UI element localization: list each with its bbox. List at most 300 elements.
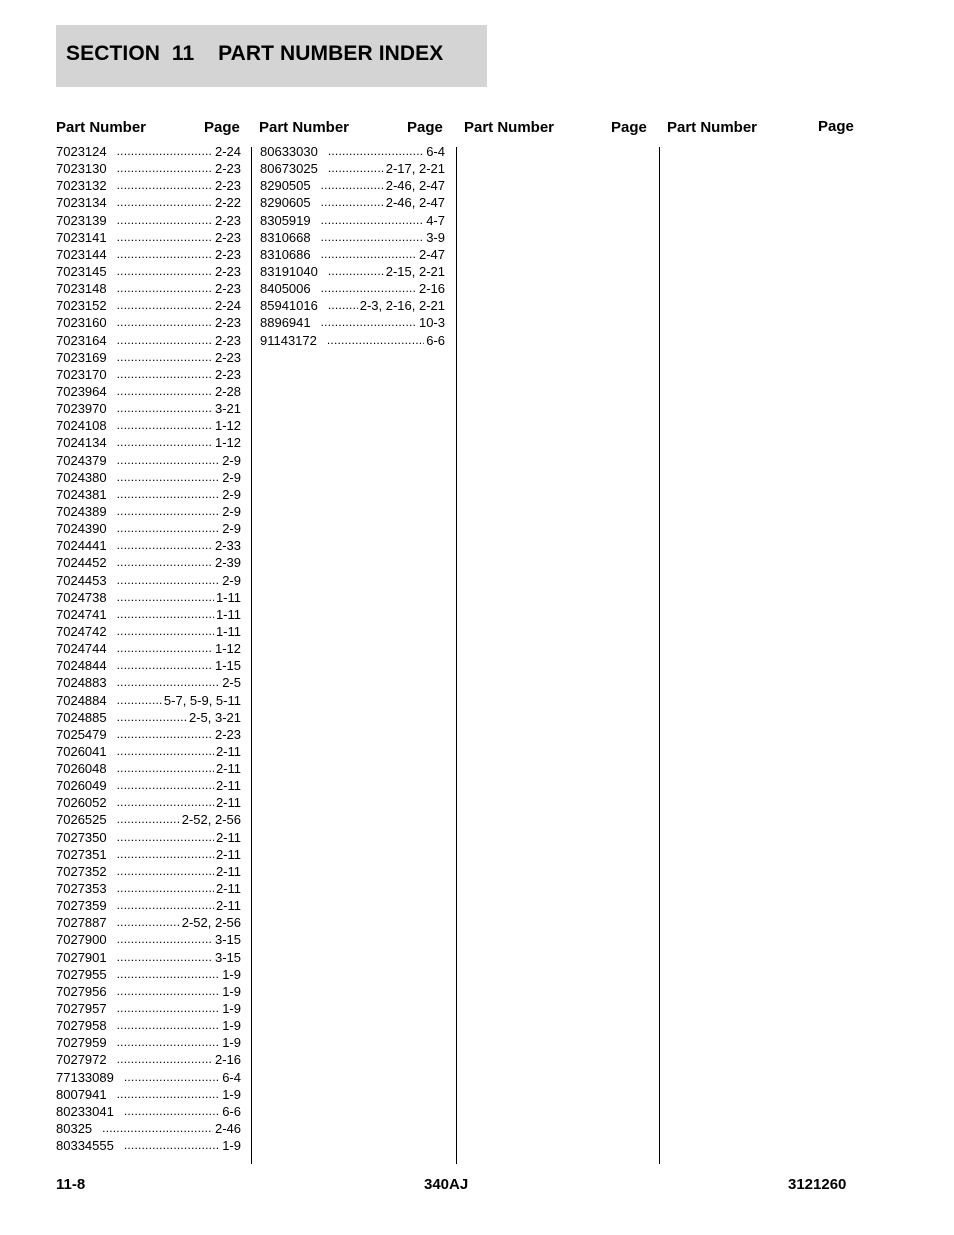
dot-leader <box>117 1086 221 1103</box>
part-number: 7027972 <box>56 1052 107 1068</box>
index-entry <box>260 160 445 177</box>
dot-leader <box>117 554 213 571</box>
page-reference: 2-33 <box>214 538 241 554</box>
part-number: 7024441 <box>56 538 107 554</box>
part-number: 7024883 <box>56 675 107 691</box>
index-entry <box>56 332 241 349</box>
page-reference: 6-6 <box>426 332 445 348</box>
dot-leader <box>117 777 214 794</box>
dot-leader <box>117 194 213 211</box>
dot-leader <box>117 589 214 606</box>
page-reference: 5-7, 5-9, 5-11 <box>163 692 241 708</box>
index-entry <box>56 1069 241 1086</box>
part-number: 7023970 <box>56 401 107 417</box>
dot-leader <box>117 846 214 863</box>
index-entry <box>56 246 241 263</box>
dot-leader <box>117 657 213 674</box>
index-entry <box>56 554 241 571</box>
dot-leader <box>117 366 213 383</box>
dot-leader <box>117 623 214 640</box>
page-reference: 2-11 <box>215 795 241 811</box>
page-reference: 1-9 <box>222 1138 241 1154</box>
dot-leader <box>102 1120 213 1137</box>
page-reference: 2-39 <box>214 555 241 571</box>
dot-leader <box>117 692 162 709</box>
col2-page-header: Page <box>407 119 443 136</box>
dot-leader <box>117 143 213 160</box>
index-entry <box>56 657 241 674</box>
part-number: 7024380 <box>56 469 107 485</box>
page-reference: 4-7 <box>426 212 445 228</box>
index-entry <box>56 1103 241 1120</box>
part-number: 7024885 <box>56 709 107 725</box>
col4-page-header: Page <box>818 118 854 135</box>
dot-leader <box>117 537 213 554</box>
page-reference: 1-11 <box>215 623 241 639</box>
part-number: 7023964 <box>56 383 107 399</box>
index-column-2 <box>260 143 445 349</box>
page-reference: 1-12 <box>214 435 241 451</box>
dot-leader <box>117 417 213 434</box>
part-number: 7024453 <box>56 572 107 588</box>
index-entry <box>56 383 241 400</box>
dot-leader <box>117 297 213 314</box>
part-number: 7024389 <box>56 503 107 519</box>
dot-leader <box>117 1000 221 1017</box>
index-entry <box>56 160 241 177</box>
dot-leader <box>117 1034 221 1051</box>
part-number: 7027350 <box>56 829 107 845</box>
index-entry <box>56 760 241 777</box>
index-entry <box>56 897 241 914</box>
dot-leader <box>117 349 213 366</box>
column-divider <box>456 147 457 1164</box>
dot-leader <box>117 486 221 503</box>
dot-leader <box>117 177 213 194</box>
dot-leader <box>124 1069 220 1086</box>
page-reference: 2-11 <box>215 898 241 914</box>
index-entry <box>56 417 241 434</box>
section-number: SECTION 11 <box>66 42 195 65</box>
part-number: 7023169 <box>56 349 107 365</box>
page-reference: 2-24 <box>214 298 241 314</box>
page-reference: 1-9 <box>222 1035 241 1051</box>
index-column-1 <box>56 143 241 1154</box>
dot-leader <box>117 743 214 760</box>
dot-leader <box>117 606 214 623</box>
dot-leader <box>328 160 384 177</box>
page-reference: 2-24 <box>214 144 241 159</box>
part-number: 7027887 <box>56 915 107 931</box>
dot-leader <box>117 263 213 280</box>
page-reference: 2-3, 2-16, 2-21 <box>359 298 445 314</box>
page-reference: 2-28 <box>214 383 241 399</box>
index-entry <box>260 143 445 160</box>
dot-leader <box>117 469 221 486</box>
part-number: 7023132 <box>56 178 107 194</box>
page-reference: 1-9 <box>222 1086 241 1102</box>
dot-leader <box>328 143 424 160</box>
part-number: 8310668 <box>260 229 311 245</box>
page-reference: 2-22 <box>214 195 241 211</box>
dot-leader <box>117 811 180 828</box>
page-reference: 6-4 <box>426 144 445 159</box>
dot-leader <box>117 332 213 349</box>
index-entry <box>56 726 241 743</box>
page-reference: 2-23 <box>214 178 241 194</box>
col1-part-number-header: Part Number <box>56 119 147 136</box>
dot-leader <box>117 212 213 229</box>
dot-leader <box>117 983 221 1000</box>
dot-leader <box>117 966 221 983</box>
dot-leader <box>321 212 425 229</box>
section-name: PART NUMBER INDEX <box>218 42 444 65</box>
part-number: 7027901 <box>56 949 107 965</box>
page-reference: 2-23 <box>214 366 241 382</box>
page-reference: 2-5, 3-21 <box>188 709 241 725</box>
index-entry <box>56 606 241 623</box>
column-divider <box>659 147 660 1164</box>
page-reference: 2-9 <box>222 452 241 468</box>
page-reference: 2-23 <box>214 332 241 348</box>
col3-page-header: Page <box>611 119 647 136</box>
index-entry <box>56 640 241 657</box>
dot-leader <box>117 520 221 537</box>
page-reference: 2-23 <box>214 263 241 279</box>
part-number: 7024381 <box>56 486 107 502</box>
page-reference: 2-11 <box>215 846 241 862</box>
part-number: 7027353 <box>56 881 107 897</box>
dot-leader <box>328 297 358 314</box>
part-number: 7024134 <box>56 435 107 451</box>
part-number: 77133089 <box>56 1069 114 1085</box>
part-number: 7024844 <box>56 658 107 674</box>
index-entry <box>56 692 241 709</box>
part-number: 80325 <box>56 1121 93 1137</box>
index-entry <box>260 263 445 280</box>
index-entry <box>56 949 241 966</box>
page-reference: 1-9 <box>222 983 241 999</box>
page-reference: 2-23 <box>214 315 241 331</box>
page-reference: 3-15 <box>214 932 241 948</box>
index-entry <box>56 589 241 606</box>
page-reference: 2-17, 2-21 <box>385 161 445 177</box>
part-number: 7027956 <box>56 983 107 999</box>
page-reference: 1-11 <box>215 589 241 605</box>
page-reference: 1-9 <box>222 1018 241 1034</box>
page-reference: 2-23 <box>214 281 241 297</box>
index-entry <box>56 846 241 863</box>
page-reference: 1-12 <box>214 641 241 657</box>
part-number: 7023160 <box>56 315 107 331</box>
index-entry <box>260 177 445 194</box>
part-number: 7027351 <box>56 846 107 862</box>
page-reference: 2-23 <box>214 726 241 742</box>
part-number: 7024741 <box>56 606 107 622</box>
part-number: 8305919 <box>260 212 311 228</box>
dot-leader <box>117 829 214 846</box>
dot-leader <box>117 314 213 331</box>
part-number: 7027959 <box>56 1035 107 1051</box>
index-entry <box>56 572 241 589</box>
index-entry <box>56 194 241 211</box>
page-reference: 6-4 <box>222 1069 241 1085</box>
dot-leader <box>117 434 213 451</box>
part-number: 91143172 <box>260 332 317 348</box>
part-number: 80334555 <box>56 1138 114 1154</box>
page-reference: 1-15 <box>214 658 241 674</box>
dot-leader <box>117 1017 221 1034</box>
dot-leader <box>321 229 425 246</box>
dot-leader <box>117 880 214 897</box>
part-number: 7023164 <box>56 332 107 348</box>
part-number: 7023152 <box>56 298 107 314</box>
page-reference: 2-16 <box>418 281 445 297</box>
part-number: 80633030 <box>260 144 318 159</box>
dot-leader <box>117 400 213 417</box>
dot-leader <box>321 280 417 297</box>
dot-leader <box>117 383 213 400</box>
index-entry <box>56 709 241 726</box>
dot-leader <box>321 314 417 331</box>
page-reference: 2-16 <box>214 1052 241 1068</box>
page-reference: 10-3 <box>418 315 445 331</box>
page-reference: 2-15, 2-21 <box>385 263 445 279</box>
page-reference: 3-9 <box>426 229 445 245</box>
index-entry <box>56 366 241 383</box>
page-reference: 2-23 <box>214 349 241 365</box>
part-number: 7024742 <box>56 623 107 639</box>
col4-part-number-header: Part Number <box>667 119 758 136</box>
dot-leader <box>321 246 417 263</box>
index-entry <box>56 674 241 691</box>
index-entry <box>56 931 241 948</box>
part-number: 8896941 <box>260 315 311 331</box>
part-number: 7024108 <box>56 418 107 434</box>
index-entry <box>56 314 241 331</box>
part-number: 7023144 <box>56 246 107 262</box>
index-entry <box>260 194 445 211</box>
dot-leader <box>117 794 214 811</box>
part-number: 83191040 <box>260 263 318 279</box>
index-entry <box>56 263 241 280</box>
part-number: 7027955 <box>56 966 107 982</box>
dot-leader <box>327 332 424 349</box>
part-number: 7023124 <box>56 144 107 159</box>
page-reference: 2-11 <box>215 863 241 879</box>
col3-part-number-header: Part Number <box>464 119 555 136</box>
dot-leader <box>117 160 213 177</box>
part-number: 7023148 <box>56 281 107 297</box>
index-entry <box>56 1086 241 1103</box>
section-title-banner <box>56 25 487 87</box>
part-number: 8007941 <box>56 1086 107 1102</box>
index-entry <box>56 863 241 880</box>
col1-page-header: Page <box>204 119 240 136</box>
index-entry <box>56 829 241 846</box>
index-entry <box>56 280 241 297</box>
part-number: 7023141 <box>56 229 107 245</box>
index-entry <box>260 246 445 263</box>
part-number: 8405006 <box>260 281 311 297</box>
col2-part-number-header: Part Number <box>259 119 350 136</box>
dot-leader <box>117 914 180 931</box>
part-number: 80233041 <box>56 1103 114 1119</box>
page-reference: 2-11 <box>215 829 241 845</box>
part-number: 7023130 <box>56 161 107 177</box>
index-entry <box>56 966 241 983</box>
part-number: 7027359 <box>56 898 107 914</box>
part-number: 7026041 <box>56 743 107 759</box>
part-number: 7024390 <box>56 521 107 537</box>
part-number: 7025479 <box>56 726 107 742</box>
dot-leader <box>117 246 213 263</box>
page-reference: 2-46, 2-47 <box>385 195 445 211</box>
part-number: 7023170 <box>56 366 107 382</box>
index-entry <box>56 469 241 486</box>
page-reference: 2-11 <box>215 778 241 794</box>
dot-leader <box>117 452 221 469</box>
page-reference: 2-23 <box>214 161 241 177</box>
part-number: 7026525 <box>56 812 107 828</box>
index-entry <box>260 314 445 331</box>
part-number: 80673025 <box>260 161 318 177</box>
index-entry <box>56 212 241 229</box>
page-reference: 2-52, 2-56 <box>181 915 241 931</box>
index-entry <box>56 537 241 554</box>
page-reference: 2-9 <box>222 503 241 519</box>
part-number: 7024744 <box>56 641 107 657</box>
index-entry <box>56 349 241 366</box>
dot-leader <box>117 674 221 691</box>
index-entry <box>56 1034 241 1051</box>
index-entry <box>56 143 241 160</box>
page-reference: 2-11 <box>215 761 241 777</box>
page-reference: 1-11 <box>215 606 241 622</box>
page-reference: 2-9 <box>222 469 241 485</box>
page-reference: 1-12 <box>214 418 241 434</box>
index-entry <box>56 623 241 640</box>
index-entry <box>56 777 241 794</box>
dot-leader <box>117 503 221 520</box>
index-entry <box>56 177 241 194</box>
page-reference: 2-52, 2-56 <box>181 812 241 828</box>
dot-leader <box>117 726 213 743</box>
index-entry <box>56 914 241 931</box>
dot-leader <box>124 1103 220 1120</box>
dot-leader <box>117 572 221 589</box>
section-title <box>66 42 443 66</box>
part-number: 7024884 <box>56 692 107 708</box>
column-divider <box>251 147 252 1164</box>
part-number: 7027352 <box>56 863 107 879</box>
part-number: 8290505 <box>260 178 311 194</box>
page-reference: 6-6 <box>222 1103 241 1119</box>
footer-doc-number: 3121260 <box>788 1176 847 1193</box>
part-number: 7026048 <box>56 761 107 777</box>
dot-leader <box>117 229 213 246</box>
dot-leader <box>321 194 384 211</box>
part-number: 8310686 <box>260 246 311 262</box>
index-entry <box>260 280 445 297</box>
index-entry <box>56 743 241 760</box>
dot-leader <box>328 263 384 280</box>
part-number: 7024379 <box>56 452 107 468</box>
index-entry <box>56 794 241 811</box>
part-number: 7027900 <box>56 932 107 948</box>
index-entry <box>56 297 241 314</box>
index-entry <box>56 1137 241 1154</box>
part-number: 7024738 <box>56 589 107 605</box>
index-entry <box>56 229 241 246</box>
page-reference: 1-9 <box>222 966 241 982</box>
dot-leader <box>117 863 214 880</box>
index-entry <box>56 486 241 503</box>
page-reference: 2-9 <box>222 521 241 537</box>
page-reference: 2-5 <box>222 675 241 691</box>
page-reference: 2-23 <box>214 212 241 228</box>
dot-leader <box>321 177 384 194</box>
part-number: 85941016 <box>260 298 318 314</box>
dot-leader <box>124 1137 220 1154</box>
index-entry <box>56 434 241 451</box>
part-number: 7023134 <box>56 195 107 211</box>
part-number: 7026052 <box>56 795 107 811</box>
page-reference: 2-46, 2-47 <box>385 178 445 194</box>
page-reference: 3-21 <box>214 401 241 417</box>
part-number: 7026049 <box>56 778 107 794</box>
index-entry <box>56 1120 241 1137</box>
footer-page-number: 11-8 <box>56 1176 86 1193</box>
index-entry <box>56 1017 241 1034</box>
dot-leader <box>117 931 213 948</box>
index-entry <box>56 503 241 520</box>
page-reference: 2-23 <box>214 246 241 262</box>
part-number: 7023139 <box>56 212 107 228</box>
part-number: 8290605 <box>260 195 311 211</box>
index-entry <box>56 811 241 828</box>
dot-leader <box>117 280 213 297</box>
footer-model: 340AJ <box>424 1176 469 1193</box>
dot-leader <box>117 897 214 914</box>
index-entry <box>56 1000 241 1017</box>
page-reference: 2-23 <box>214 229 241 245</box>
part-number: 7027957 <box>56 1001 107 1017</box>
page-reference: 2-11 <box>215 743 241 759</box>
page-reference: 1-9 <box>222 1001 241 1017</box>
index-entry <box>56 880 241 897</box>
part-number: 7023145 <box>56 263 107 279</box>
page-reference: 3-15 <box>214 949 241 965</box>
index-entry <box>56 400 241 417</box>
page-reference: 2-9 <box>222 486 241 502</box>
page-reference: 2-11 <box>215 881 241 897</box>
dot-leader <box>117 760 214 777</box>
index-entry <box>260 332 445 349</box>
index-entry <box>260 229 445 246</box>
page-reference: 2-47 <box>418 246 445 262</box>
index-entry <box>56 1051 241 1068</box>
page-reference: 2-46 <box>214 1121 241 1137</box>
index-entry <box>56 520 241 537</box>
index-entry <box>260 212 445 229</box>
index-entry <box>260 297 445 314</box>
part-number: 7024452 <box>56 555 107 571</box>
dot-leader <box>117 1051 213 1068</box>
dot-leader <box>117 640 213 657</box>
part-number: 7027958 <box>56 1018 107 1034</box>
index-entry <box>56 452 241 469</box>
